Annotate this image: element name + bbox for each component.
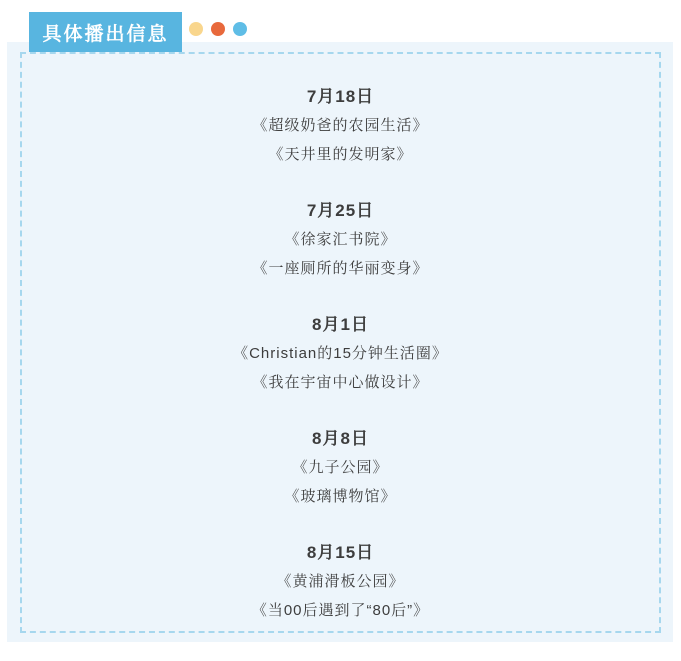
dot-yellow-icon: [189, 22, 203, 36]
schedule-date: 8月1日: [312, 315, 369, 334]
schedule-group: [22, 196, 659, 283]
section-header-badge: 具体播出信息: [29, 12, 182, 52]
schedule-date: 8月8日: [312, 429, 369, 448]
schedule-date: 7月18日: [306, 87, 375, 106]
program-title: 《当00后遇到了“80后”》: [251, 602, 430, 619]
schedule-group: [22, 538, 659, 625]
dashed-border-box: [20, 52, 661, 633]
program-title: 《黄浦滑板公园》: [276, 573, 405, 590]
decorative-dots: [189, 22, 247, 36]
schedule-date: 7月25日: [306, 201, 375, 220]
schedule-date: 8月15日: [306, 543, 375, 562]
program-title: 《一座厕所的华丽变身》: [252, 260, 429, 277]
program-title: 《超级奶爸的农园生活》: [252, 117, 429, 134]
dot-orange-icon: [211, 22, 225, 36]
program-title: 《天井里的发明家》: [268, 146, 413, 163]
schedule-group: [22, 310, 659, 397]
broadcast-info-panel: [7, 42, 673, 642]
schedule-group: [22, 424, 659, 511]
schedule-list: [22, 82, 659, 652]
schedule-group: [22, 82, 659, 169]
program-title: 《Christian的15分钟生活圈》: [233, 345, 448, 362]
program-title: 《玻璃博物馆》: [284, 488, 397, 505]
program-title: 《徐家汇书院》: [284, 231, 397, 248]
program-title: 《九子公园》: [292, 459, 389, 476]
program-title: 《我在宇宙中心做设计》: [252, 374, 429, 391]
dot-blue-icon: [233, 22, 247, 36]
